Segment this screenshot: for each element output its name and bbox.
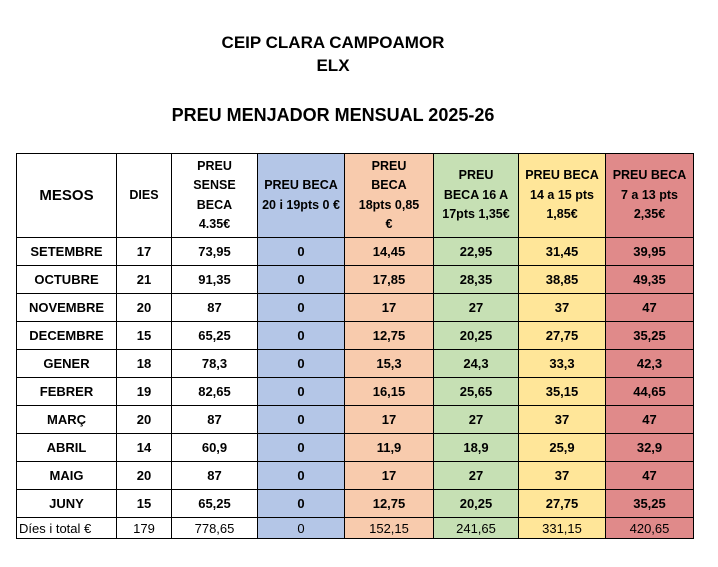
cell-beca-18: 17 — [345, 294, 434, 322]
table-row — [17, 294, 694, 322]
table-row — [17, 378, 694, 406]
header-beca-14-15: PREU BECA 14 a 15 pts 1,85€ — [519, 154, 606, 238]
cell-days: 15 — [117, 490, 172, 518]
cell-days: 15 — [117, 322, 172, 350]
cell-beca-20-19: 0 — [258, 406, 345, 434]
total-month: Díes i total € — [17, 518, 117, 539]
cell-beca-16-17: 18,9 — [434, 434, 519, 462]
cell-beca-18: 12,75 — [345, 322, 434, 350]
cell-beca-14-15: 33,3 — [519, 350, 606, 378]
header-beca-16-17: PREU BECA 16 A 17pts 1,35€ — [434, 154, 519, 238]
cell-beca-20-19: 0 — [258, 462, 345, 490]
cell-price-no-beca: 78,3 — [172, 350, 258, 378]
cell-beca-16-17: 20,25 — [434, 322, 519, 350]
cell-days: 20 — [117, 406, 172, 434]
cell-beca-18: 17 — [345, 462, 434, 490]
cell-beca-16-17: 27 — [434, 294, 519, 322]
cell-beca-16-17: 25,65 — [434, 378, 519, 406]
cell-beca-14-15: 37 — [519, 406, 606, 434]
cell-price-no-beca: 87 — [172, 294, 258, 322]
cell-beca-20-19: 0 — [258, 322, 345, 350]
cell-beca-14-15: 27,75 — [519, 322, 606, 350]
cell-beca-18: 17,85 — [345, 266, 434, 294]
cell-days: 18 — [117, 350, 172, 378]
cell-beca-7-13: 47 — [606, 462, 694, 490]
cell-month: GENER — [17, 350, 117, 378]
cell-beca-18: 17 — [345, 406, 434, 434]
cell-price-no-beca: 60,9 — [172, 434, 258, 462]
cell-days: 21 — [117, 266, 172, 294]
cell-month: FEBRER — [17, 378, 117, 406]
cell-beca-18: 16,15 — [345, 378, 434, 406]
total-days: 179 — [117, 518, 172, 539]
cell-beca-14-15: 37 — [519, 294, 606, 322]
cell-month: JUNY — [17, 490, 117, 518]
cell-beca-20-19: 0 — [258, 490, 345, 518]
cell-price-no-beca: 65,25 — [172, 322, 258, 350]
cell-beca-14-15: 27,75 — [519, 490, 606, 518]
total-beca-20-19: 0 — [258, 518, 345, 539]
cell-beca-7-13: 47 — [606, 294, 694, 322]
cell-beca-7-13: 32,9 — [606, 434, 694, 462]
cell-beca-16-17: 28,35 — [434, 266, 519, 294]
cell-beca-20-19: 0 — [258, 294, 345, 322]
cell-beca-20-19: 0 — [258, 238, 345, 266]
cell-month: NOVEMBRE — [17, 294, 117, 322]
header-beca-18: PREU BECA 18pts 0,85 € — [345, 154, 434, 238]
cell-beca-16-17: 27 — [434, 462, 519, 490]
cell-beca-16-17: 24,3 — [434, 350, 519, 378]
cell-beca-14-15: 31,45 — [519, 238, 606, 266]
total-beca-18: 152,15 — [345, 518, 434, 539]
cell-beca-18: 12,75 — [345, 490, 434, 518]
cell-beca-7-13: 35,25 — [606, 322, 694, 350]
cell-beca-18: 11,9 — [345, 434, 434, 462]
cell-price-no-beca: 87 — [172, 462, 258, 490]
price-table — [16, 153, 694, 539]
header-preu-sense-beca: PREU SENSE BECA 4.35€ — [172, 154, 258, 238]
table-row — [17, 350, 694, 378]
cell-beca-20-19: 0 — [258, 434, 345, 462]
table-row — [17, 490, 694, 518]
table-row — [17, 238, 694, 266]
cell-beca-14-15: 37 — [519, 462, 606, 490]
cell-beca-7-13: 35,25 — [606, 490, 694, 518]
cell-price-no-beca: 87 — [172, 406, 258, 434]
cell-price-no-beca: 65,25 — [172, 490, 258, 518]
cell-month: OCTUBRE — [17, 266, 117, 294]
cell-month: DECEMBRE — [17, 322, 117, 350]
cell-beca-18: 15,3 — [345, 350, 434, 378]
total-row — [17, 518, 694, 539]
cell-month: ABRIL — [17, 434, 117, 462]
cell-beca-7-13: 49,35 — [606, 266, 694, 294]
cell-beca-7-13: 47 — [606, 406, 694, 434]
cell-beca-7-13: 42,3 — [606, 350, 694, 378]
cell-beca-14-15: 38,85 — [519, 266, 606, 294]
cell-month: MARÇ — [17, 406, 117, 434]
cell-days: 14 — [117, 434, 172, 462]
cell-beca-7-13: 39,95 — [606, 238, 694, 266]
city-name: ELX — [316, 56, 350, 75]
cell-beca-20-19: 0 — [258, 266, 345, 294]
cell-price-no-beca: 91,35 — [172, 266, 258, 294]
cell-month: MAIG — [17, 462, 117, 490]
page-title: PREU MENJADOR MENSUAL 2025-26 — [171, 105, 495, 125]
cell-days: 19 — [117, 378, 172, 406]
cell-month: SETEMBRE — [17, 238, 117, 266]
header-beca-7-13: PREU BECA 7 a 13 pts 2,35€ — [606, 154, 694, 238]
header-mesos: MESOS — [17, 154, 117, 238]
total-beca-7-13: 420,65 — [606, 518, 694, 539]
cell-price-no-beca: 73,95 — [172, 238, 258, 266]
cell-days: 17 — [117, 238, 172, 266]
school-name: CEIP CLARA CAMPOAMOR — [221, 33, 445, 52]
cell-beca-7-13: 44,65 — [606, 378, 694, 406]
cell-beca-16-17: 27 — [434, 406, 519, 434]
cell-beca-16-17: 20,25 — [434, 490, 519, 518]
total-beca-16-17: 241,65 — [434, 518, 519, 539]
total-price-no-beca: 778,65 — [172, 518, 258, 539]
cell-beca-20-19: 0 — [258, 378, 345, 406]
cell-days: 20 — [117, 294, 172, 322]
cell-price-no-beca: 82,65 — [172, 378, 258, 406]
cell-beca-20-19: 0 — [258, 350, 345, 378]
cell-beca-16-17: 22,95 — [434, 238, 519, 266]
header-beca-20-19: PREU BECA 20 i 19pts 0 € — [258, 154, 345, 238]
header-row — [17, 154, 694, 238]
header-dies: DIES — [117, 154, 172, 238]
cell-beca-18: 14,45 — [345, 238, 434, 266]
cell-beca-14-15: 35,15 — [519, 378, 606, 406]
cell-days: 20 — [117, 462, 172, 490]
total-beca-14-15: 331,15 — [519, 518, 606, 539]
table-row — [17, 434, 694, 462]
table-row — [17, 266, 694, 294]
table-row — [17, 322, 694, 350]
table-row — [17, 406, 694, 434]
table-row — [17, 462, 694, 490]
cell-beca-14-15: 25,9 — [519, 434, 606, 462]
